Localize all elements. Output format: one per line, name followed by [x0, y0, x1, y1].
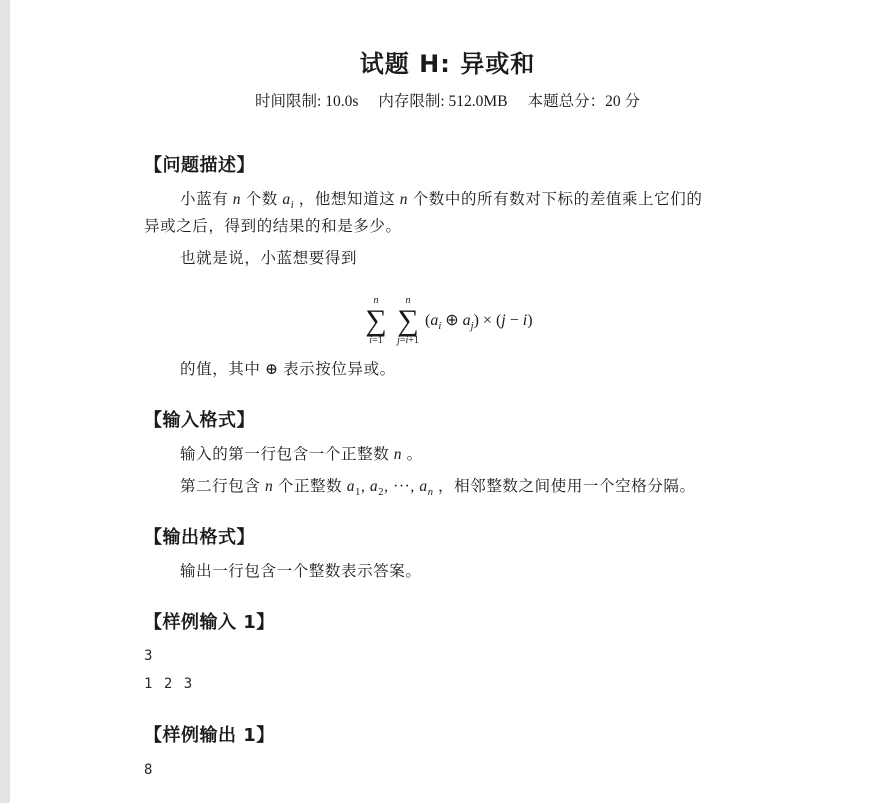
- description-line-4: 的值，其中 ⊕ 表示按位异或。: [180, 361, 396, 378]
- description-line-2: 异或之后，得到的结果的和是多少。: [144, 218, 402, 235]
- description-heading: 【问题描述】: [144, 155, 255, 176]
- description-line-1: 小蓝有 n 个数 $a_i$ ，他想知道这 n 个数中的所有数对下标的差值乘上它们的: [180, 191, 703, 211]
- inner-sum: n ∑ j=i+1: [397, 295, 419, 346]
- sum-expression: ($a_i$ ⊕ $a_j) \times (j - i)$: [425, 312, 533, 332]
- outer-sum: n ∑ i=1: [365, 295, 387, 346]
- sample-output-line-1: 8: [144, 762, 153, 778]
- sample-input-line-2: 1 2 3: [144, 676, 194, 692]
- input-heading: 【输入格式】: [144, 410, 255, 431]
- sum-formula: [355, 296, 565, 352]
- description-line-3: 也就是说，小蓝想要得到: [180, 250, 358, 267]
- output-line-1: 输出一行包含一个整数表示答案。: [180, 563, 422, 580]
- output-heading: 【输出格式】: [144, 527, 255, 548]
- time-limit: 时间限制: 10.0s: [255, 93, 359, 110]
- sample-output-heading: 【样例输出 1】: [144, 725, 275, 746]
- document-page: [10, 0, 885, 803]
- total-score: 本题总分：20 分: [527, 93, 640, 110]
- xor-symbol: ⊕: [265, 361, 279, 378]
- input-line-1: 输入的第一行包含一个正整数 n 。: [180, 446, 423, 463]
- memory-limit: 内存限制: 512.0MB: [378, 93, 508, 110]
- sample-input-heading: 【样例输入 1】: [144, 612, 275, 633]
- sample-input-line-1: 3: [144, 648, 153, 664]
- problem-title: 试题 H: 异或和: [359, 50, 536, 78]
- problem-limits: [10, 89, 885, 111]
- input-line-2: 第二行包含 n 个正整数 $a_1$, $a_2$, ···, $a_n$ ，相邻整数之间使用一个空格分隔。: [180, 478, 696, 498]
